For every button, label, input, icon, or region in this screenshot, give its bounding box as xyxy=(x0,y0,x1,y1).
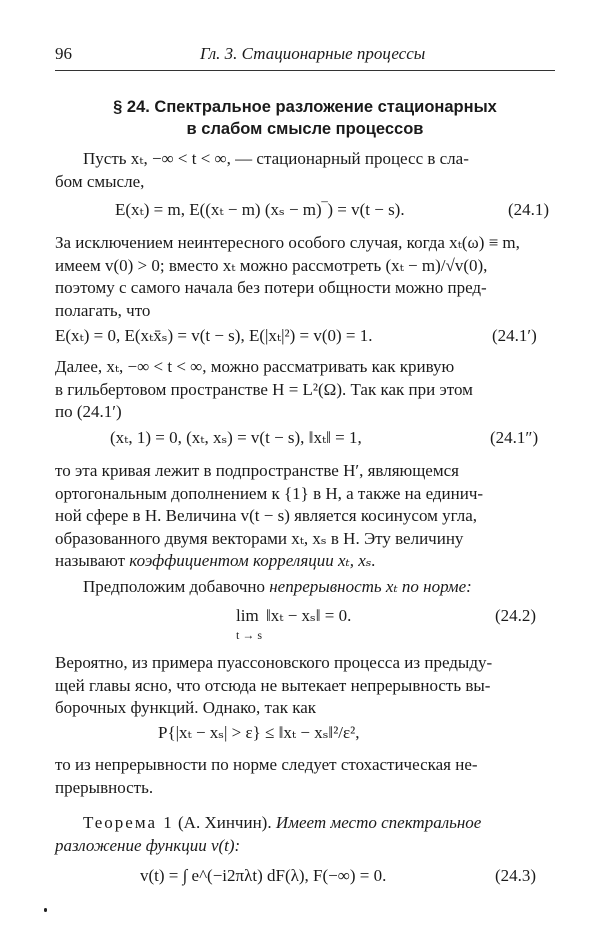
term-norm-continuity: непрерывность xₜ по норме: xyxy=(269,577,472,596)
equation-24-3: v(t) = ∫ e^(−i2πλt) dF(λ), F(−∞) = 0. xyxy=(140,866,387,885)
p4-line5-plain: называют xyxy=(55,551,130,570)
p4-line2: ортогональным дополнением к {1} в H, а также на единич- xyxy=(55,483,484,503)
running-title: Гл. 3. Стационарные процессы xyxy=(200,44,426,63)
paragraph-3 xyxy=(55,356,555,424)
p2-line2: имеем v(0) > 0; вместо xₜ можно рассмотреть (xₜ − m)/√v(0), xyxy=(55,255,488,275)
equation-24-1-number: (24.1) xyxy=(508,200,550,219)
paragraph-5 xyxy=(55,576,555,599)
stray-mark xyxy=(44,908,47,912)
equation-24-2-number: (24.2) xyxy=(495,606,537,625)
term-correlation-coefficient: коэффициентом корреляции xₜ, xₛ. xyxy=(129,551,376,570)
theorem-heading: Теорема 1 xyxy=(83,813,174,832)
p1-line2: бом смысле, xyxy=(55,171,145,191)
theorem-1 xyxy=(55,812,555,857)
p6-line2: щей главы ясно, что отсюда не вытекает непрерывность вы- xyxy=(55,675,491,695)
p4-line4: образованного двумя векторами xₜ, xₛ в H. Эту величину xyxy=(55,528,464,548)
equation-24-2: ‖xₜ − xₛ‖ = 0. xyxy=(266,606,352,625)
p7-line1: то из непрерывности по норме следует стохастическая не- xyxy=(55,755,478,774)
equation-inequality: P{|xₜ − xₛ| > ε} ≤ ‖xₜ − xₛ‖²/ε², xyxy=(158,723,360,742)
p4-line5 xyxy=(55,550,555,573)
paragraph-1 xyxy=(55,148,555,193)
paragraph-4 xyxy=(55,460,555,573)
p4-line1: то эта кривая лежит в подпространстве H′, являющемся xyxy=(55,461,459,480)
p7-line2: прерывность. xyxy=(55,777,154,797)
equation-24-1: E(xₜ) = m, E((xₜ − m) (xₛ − m)‾) = v(t − s). xyxy=(115,200,405,219)
equation-24-2-limit-subscript: t → s xyxy=(236,628,263,642)
section-title-line1: § 24. Спектральное разложение стационарных xyxy=(113,98,497,116)
section-title-line2: в слабом смысле процессов xyxy=(186,120,424,138)
equation-24-1-prime: E(xₜ) = 0, E(xₜx̄ₛ) = v(t − s), E(|xₜ|²) = v(0) = 1. xyxy=(55,326,373,345)
p3-line2: в гильбертовом пространстве H = L²(Ω). Так как при этом xyxy=(55,379,473,399)
theorem-statement-line2: разложение функции v(t): xyxy=(55,835,241,855)
equation-24-3-number: (24.3) xyxy=(495,866,537,885)
p4-line3: ной сфере в H. Величина v(t − s) является косинусом угла, xyxy=(55,506,478,525)
p3-line3: по (24.1′) xyxy=(55,402,122,421)
equation-24-1-double-prime: (xₜ, 1) = 0, (xₜ, xₛ) = v(t − s), ‖xₜ‖ = 1, xyxy=(110,428,362,447)
p2-line4: полагать, что xyxy=(55,300,151,320)
paragraph-6 xyxy=(55,652,555,720)
p3-line1: Далее, xₜ, −∞ < t < ∞, можно рассматривать как кривую xyxy=(55,357,455,376)
p5-plain: Предположим добавочно xyxy=(83,577,270,596)
paragraph-2 xyxy=(55,232,555,322)
p6-line1: Вероятно, из примера пуассоновского процесса из предыду- xyxy=(55,653,493,672)
p2-line1: За исключением неинтересного особого случая, когда xₜ(ω) ≡ m, xyxy=(55,233,520,252)
p1-line1: Пусть xₜ, −∞ < t < ∞, — стационарный процесс в сла- xyxy=(83,149,469,168)
p6-line3: борочных функций. Однако, так как xyxy=(55,698,317,717)
page-number: 96 xyxy=(55,44,72,63)
equation-24-2-lim: lim xyxy=(236,606,259,625)
p2-line3: поэтому с самого начала без потери общности можно пред- xyxy=(55,278,487,297)
theorem-author: (А. Хинчин). xyxy=(173,813,276,832)
theorem-statement-line1: Имеет место спектральное xyxy=(275,813,482,832)
equation-24-1-double-prime-number: (24.1″) xyxy=(490,428,539,447)
paragraph-7 xyxy=(55,754,555,799)
header-rule xyxy=(55,70,555,71)
equation-24-1-prime-number: (24.1′) xyxy=(492,326,537,345)
